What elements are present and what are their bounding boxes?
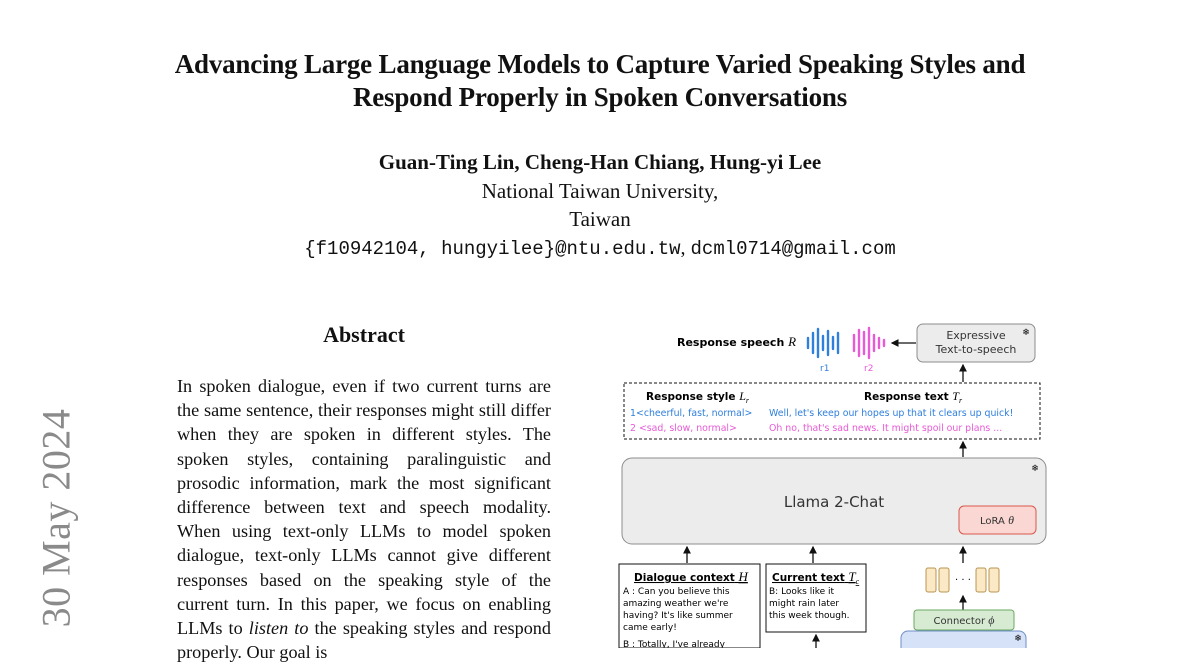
- speech-encoder-box: [901, 631, 1026, 648]
- authors: Guan-Ting Lin, Cheng-Han Chiang, Hung-yi Lee: [378, 150, 822, 174]
- connector-box: [914, 610, 1014, 630]
- current-text-label: Current text $T_c$: [772, 569, 860, 586]
- llm-label: Llama 2-Chat: [783, 493, 885, 511]
- dialogue-line: came early!: [623, 623, 677, 633]
- connector-label: Connector: [933, 616, 986, 627]
- abstract-body: [177, 374, 551, 664]
- architecture-figure: [614, 318, 1054, 648]
- svg-text:Connector ϕ: [934, 613, 995, 627]
- dialogue-line: B : Totally, I've already: [623, 640, 725, 648]
- email-gmail: dcml0714@gmail.com: [690, 238, 896, 260]
- lora-symbol: θ: [1008, 513, 1014, 527]
- abstract-heading: Abstract: [323, 322, 405, 347]
- dialogue-context-box: [619, 564, 760, 648]
- paper-title: [0, 48, 1200, 114]
- lora-label: LoRA: [980, 516, 1005, 527]
- response-text-2: Oh no, that's sad news. It might spoil our plans ...: [769, 423, 1003, 434]
- current-text-line: B: Looks like it: [769, 587, 835, 597]
- connector-symbol: ϕ: [988, 613, 995, 627]
- waveform-r2-icon: [854, 328, 884, 358]
- affiliation-line-2: Taiwan: [569, 207, 631, 231]
- abstract-text-1: In spoken dialogue, even if two current turns are the same sentence, their responses might still differ when they are spoken in different styles. The spoken styles, containing paralinguistic and prosodic information, mark the most significant difference between text and speech modality. When using text-only LLMs to model spoken dialogue, text-only LLMs cannot give different responses based on the speaking style of the current turn. In this paper, we focus on enabling LLMs to: [177, 376, 551, 639]
- response-text-1: Well, let's keep our hopes up that it clears up quick!: [769, 408, 1014, 419]
- tts-box: [917, 324, 1035, 362]
- r1-label: r1: [820, 364, 830, 374]
- speech-tokens: [926, 568, 999, 592]
- response-text-label: Response text $T_r$: [864, 389, 963, 405]
- author-emails: [0, 235, 1200, 262]
- response-output-box: [624, 383, 1040, 439]
- response-style-label: Response style $L_r$: [646, 389, 749, 405]
- frozen-snowflake-icon: ❄: [1031, 464, 1039, 474]
- title-line-1: Advancing Large Language Models to Capture Varied Speaking Styles and: [174, 49, 1026, 79]
- affiliation-line-1: National Taiwan University,: [481, 179, 719, 203]
- current-text-box: [766, 564, 866, 648]
- dialogue-line: having? It's like summer: [623, 611, 733, 621]
- dialogue-line: A : Can you believe this: [623, 587, 730, 597]
- tts-label-1: Expressive: [946, 329, 1006, 342]
- dialogue-context-label: Dialogue context H: [634, 569, 748, 584]
- email-separator: ,: [680, 237, 686, 259]
- tts-label-2: Text-to-speech: [935, 343, 1017, 356]
- arxiv-date-stamp: 30 May 2024: [33, 408, 79, 628]
- frozen-snowflake-icon: ❄: [1022, 328, 1030, 338]
- abstract-text-italic: listen to: [248, 618, 309, 639]
- current-text-line: might rain later: [769, 599, 840, 609]
- email-group-ntu: {f10942104, hungyilee}@ntu.edu.tw: [304, 238, 681, 260]
- response-style-1: 1<cheerful, fast, normal>: [630, 408, 753, 419]
- current-text-line: this week though.: [769, 611, 850, 621]
- token-ellipsis: · · ·: [955, 575, 971, 586]
- lora-box: [959, 506, 1036, 534]
- dialogue-line: amazing weather we're: [623, 599, 729, 609]
- title-line-2: Respond Properly in Spoken Conversations: [352, 82, 848, 112]
- svg-text:LoRA θ: [980, 513, 1014, 527]
- frozen-snowflake-icon: ❄: [1014, 634, 1022, 644]
- waveform-r1-icon: [808, 329, 838, 357]
- response-speech-label: Response speech R: [677, 334, 797, 349]
- abstract-text-2: the speaking styles and respond properly. Our goal is: [177, 618, 551, 663]
- r2-label: r2: [864, 364, 874, 374]
- response-style-2: 2 <sad, slow, normal>: [630, 423, 737, 434]
- llama-box: [622, 458, 1046, 544]
